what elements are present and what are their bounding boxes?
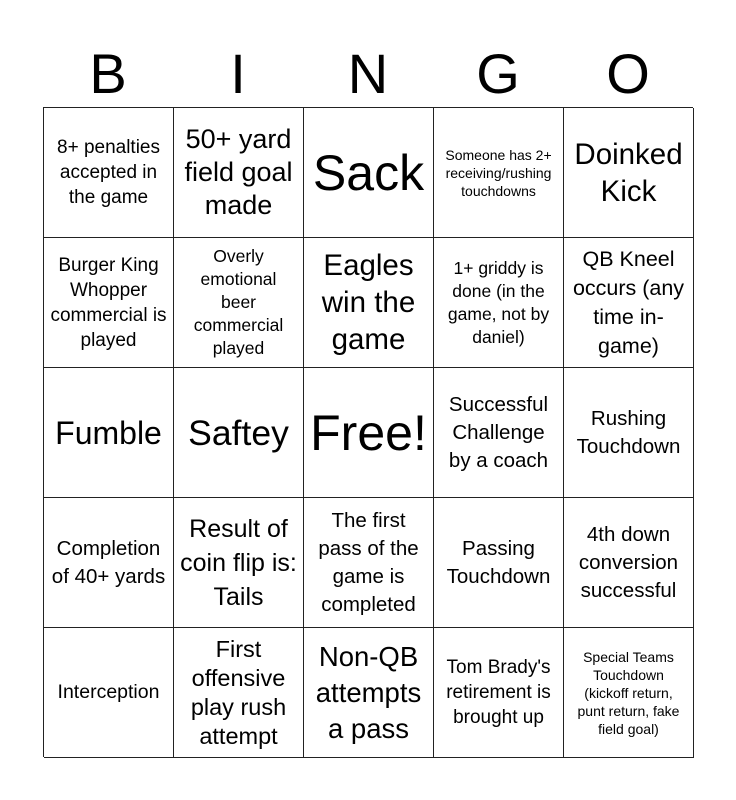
bingo-cell-r4-c3[interactable] xyxy=(304,498,434,628)
bingo-cell-text: 4th down conversion successful xyxy=(578,522,679,602)
header-letter-b: B xyxy=(89,42,127,105)
bingo-cell-text: Passing Touchdown xyxy=(446,536,551,588)
bingo-header xyxy=(43,40,693,108)
bingo-cell-r1-c4[interactable] xyxy=(434,108,564,238)
bingo-cell-r1-c2[interactable] xyxy=(174,108,304,238)
bingo-cell-r1-c5[interactable] xyxy=(564,108,694,238)
bingo-cell-text: First offensive play rush attempt xyxy=(190,635,287,749)
bingo-cell-text: Fumble xyxy=(55,414,162,451)
bingo-cell-r3-c5[interactable] xyxy=(564,368,694,498)
bingo-cell-r4-c1[interactable] xyxy=(44,498,174,628)
bingo-cell-text: 8+ penalties accepted in the game xyxy=(57,137,160,208)
bingo-cell-text: Successful Challenge by a coach xyxy=(448,392,549,472)
bingo-cell-r5-c4[interactable] xyxy=(434,628,564,758)
bingo-cell-text: Non-QB attempts a pass xyxy=(315,640,422,744)
bingo-cell-text: Interception xyxy=(57,681,160,703)
bingo-cell-text: Result of coin flip is: Tails xyxy=(180,514,297,611)
bingo-cell-r2-c1[interactable] xyxy=(44,238,174,368)
header-letter-n: N xyxy=(347,42,389,105)
bingo-cell-text: The first pass of the game is completed xyxy=(318,508,419,616)
bingo-cell-text: 50+ yard field goal made xyxy=(184,124,293,220)
bingo-cell-text: Someone has 2+ receiving/rushing touchdowns xyxy=(445,146,552,199)
bingo-cell-r4-c2[interactable] xyxy=(174,498,304,628)
header-letter-g: G xyxy=(476,42,520,105)
header-letter-i: I xyxy=(230,42,246,105)
bingo-cell-text: Doinked Kick xyxy=(574,137,683,208)
bingo-cell-r1-c1[interactable] xyxy=(44,108,174,238)
bingo-cell-r5-c5[interactable] xyxy=(564,628,694,758)
bingo-cell-r5-c1[interactable] xyxy=(44,628,174,758)
bingo-cell-r2-c2[interactable] xyxy=(174,238,304,368)
bingo-board xyxy=(43,107,693,757)
bingo-cell-text: Special Teams Touchdown (kickoff return, punt return, fake field goal) xyxy=(577,648,680,737)
bingo-cell-r5-c2[interactable] xyxy=(174,628,304,758)
bingo-cell-text: QB Kneel occurs (any time in-game) xyxy=(572,246,685,358)
bingo-cell-text: Saftey xyxy=(188,412,289,453)
bingo-cell-text: Burger King Whopper commercial is played xyxy=(50,254,167,351)
bingo-cell-text: Free! xyxy=(310,404,427,461)
bingo-cell-r2-c3[interactable] xyxy=(304,238,434,368)
bingo-cell-text: Eagles win the game xyxy=(321,249,416,356)
bingo-cell-r4-c5[interactable] xyxy=(564,498,694,628)
bingo-cell-text: Completion of 40+ yards xyxy=(51,536,166,588)
bingo-cell-r3-c1[interactable] xyxy=(44,368,174,498)
bingo-cell-r3-c2[interactable] xyxy=(174,368,304,498)
bingo-cell-text: 1+ griddy is done (in the game, not by daniel) xyxy=(447,257,550,347)
bingo-cell-text: Sack xyxy=(312,144,425,201)
bingo-cell-r4-c4[interactable] xyxy=(434,498,564,628)
bingo-cell-r2-c4[interactable] xyxy=(434,238,564,368)
bingo-cell-text: Rushing Touchdown xyxy=(576,406,681,458)
bingo-cell-r2-c5[interactable] xyxy=(564,238,694,368)
bingo-cell-r1-c3[interactable] xyxy=(304,108,434,238)
bingo-cell-r3-c4[interactable] xyxy=(434,368,564,498)
bingo-cell-text: Overly emotional beer commercial played xyxy=(193,246,284,358)
header-letter-o: O xyxy=(606,42,650,105)
bingo-cell-r5-c3[interactable] xyxy=(304,628,434,758)
bingo-cell-r3-c3 free-space[interactable] xyxy=(304,368,434,498)
bingo-cell-text: Tom Brady's retirement is brought up xyxy=(446,657,551,728)
